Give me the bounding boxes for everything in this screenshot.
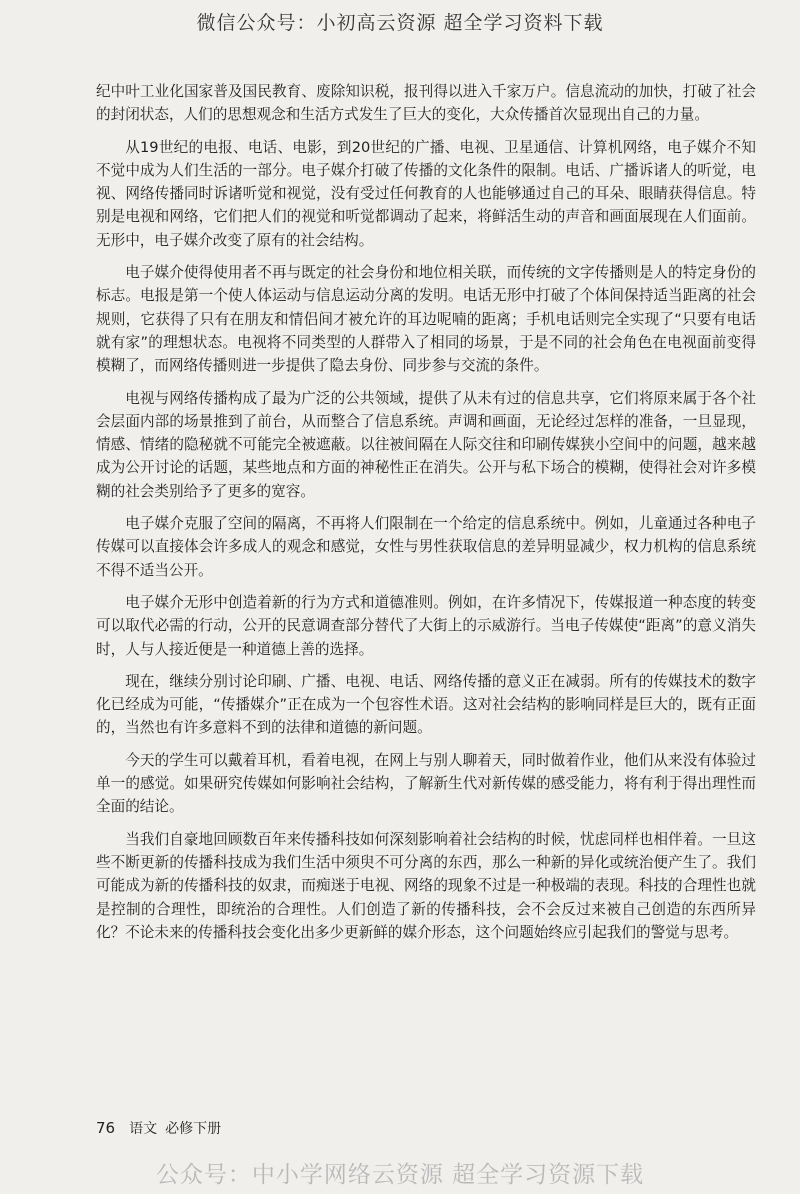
paragraph-9: 当我们自豪地回顾数百年来传播科技如何深刻影响着社会结构的时候，忧虑同样也相伴着。一旦这些不断更新的传播科技成为我们生活中须臾不可分离的东西，那么一种新的异化或统治便产生了。我们可能成为新的传播科技的奴隶，而痴迷于电视、网络的现象不过是一种极端的表现。科技的合理性也就是控制的合理性，即统治的合理性。人们创造了新的传播科技，会不会反过来被自己创造的东西所异化？不论未来的传播科技会变化出多少更新鲜的媒介形态，这个问题始终应引起我们的警觉与思考。	[96, 830, 756, 941]
paragraph-6: 电子媒介无形中创造着新的行为方式和道德准则。例如，在许多情况下，传媒报道一种态度的转变可以取代必需的行动，公开的民意调查部分替代了大街上的示威游行。当电子传媒使“距离”的意义消失时，人与人接近便是一种道德上善的选择。	[96, 593, 756, 658]
page-footer	[96, 1118, 221, 1138]
page-number: 76	[96, 1119, 116, 1137]
page-header-watermark: 微信公众号：小初高云资源 超全学习资料下载	[196, 12, 604, 34]
paragraph-3: 电子媒介使得使用者不再与既定的社会身份和地位相关联，而传统的文字传播则是人的特定身份的标志。电报是第一个使人体运动与信息运动分离的发明。电话无形中打破了个体间保持适当距离的社会规则，它获得了只有在朋友和情侣间才被允许的耳边呢喃的距离；手机电话则完全实现了“只要有电话就有家”的理想状态。电视将不同类型的人群带入了相同的场景，于是不同的社会角色在电视面前变得模糊了，而网络传播则进一步提供了隐去身份、同步参与交流的条件。	[96, 264, 756, 375]
footer-volume: 必修下册	[165, 1121, 222, 1137]
paragraph-1: 纪中叶工业化国家普及国民教育、废除知识税，报刊得以进入千家万户。信息流动的加快，打破了社会的封闭状态，人们的思想观念和生活方式发生了巨大的变化，大众传播首次显现出自己的力量。	[96, 83, 756, 124]
paragraph-2: 从19世纪的电报、电话、电影，到20世纪的广播、电视、卫星通信、计算机网络，电子媒介不知不觉中成为人们生活的一部分。电子媒介打破了传播的文化条件的限制。电话、广播诉诸人的听觉，电视、网络传播同时诉诸听觉和视觉，没有受过任何教育的人也能够通过自己的耳朵、眼睛获得信息。特别是电视和网络，它们把人们的视觉和听觉都调动了起来，将鲜活生动的声音和画面展现在人们面前。无形中，电子媒介改变了原有的社会结构。	[96, 138, 756, 249]
paragraph-4: 电视与网络传播构成了最为广泛的公共领域，提供了从未有过的信息共享，它们将原来属于各个社会层面内部的场景推到了前台，从而整合了信息系统。声调和画面，无论经过怎样的准备，一旦显现，情感、情绪的隐秘就不可能完全被遮蔽。以往被间隔在人际交往和印刷传媒狭小空间中的问题，越来越成为公开讨论的话题，某些地点和方面的神秘性正在消失。公开与私下场合的模糊，使得社会对许多模糊的社会类别给予了更多的宽容。	[96, 389, 756, 500]
article-body	[96, 80, 756, 953]
footer-subject: 语文	[129, 1121, 158, 1137]
bottom-watermark: 公众号：中小学网络云资源 超全学习资源下载	[155, 1162, 645, 1188]
paragraph-8: 今天的学生可以戴着耳机，看着电视，在网上与别人聊着天，同时做着作业，他们从来没有体验过单一的感觉。如果研究传媒如何影响社会结构，了解新生代对新传媒的感受能力，将有利于得出理性而全面的结论。	[96, 751, 756, 816]
paragraph-5: 电子媒介克服了空间的隔离，不再将人们限制在一个给定的信息系统中。例如，儿童通过各种电子传媒可以直接体会许多成人的观念和感觉，女性与男性获取信息的差异明显减少，权力机构的信息系统不得不适当公开。	[96, 515, 756, 579]
paragraph-7: 现在，继续分别讨论印刷、广播、电视、电话、网络传播的意义正在减弱。所有的传媒技术的数字化已经成为可能，“传播媒介”正在成为一个包容性术语。这对社会结构的影响同样是巨大的，既有正面的，当然也有许多意料不到的法律和道德的新问题。	[96, 672, 756, 737]
